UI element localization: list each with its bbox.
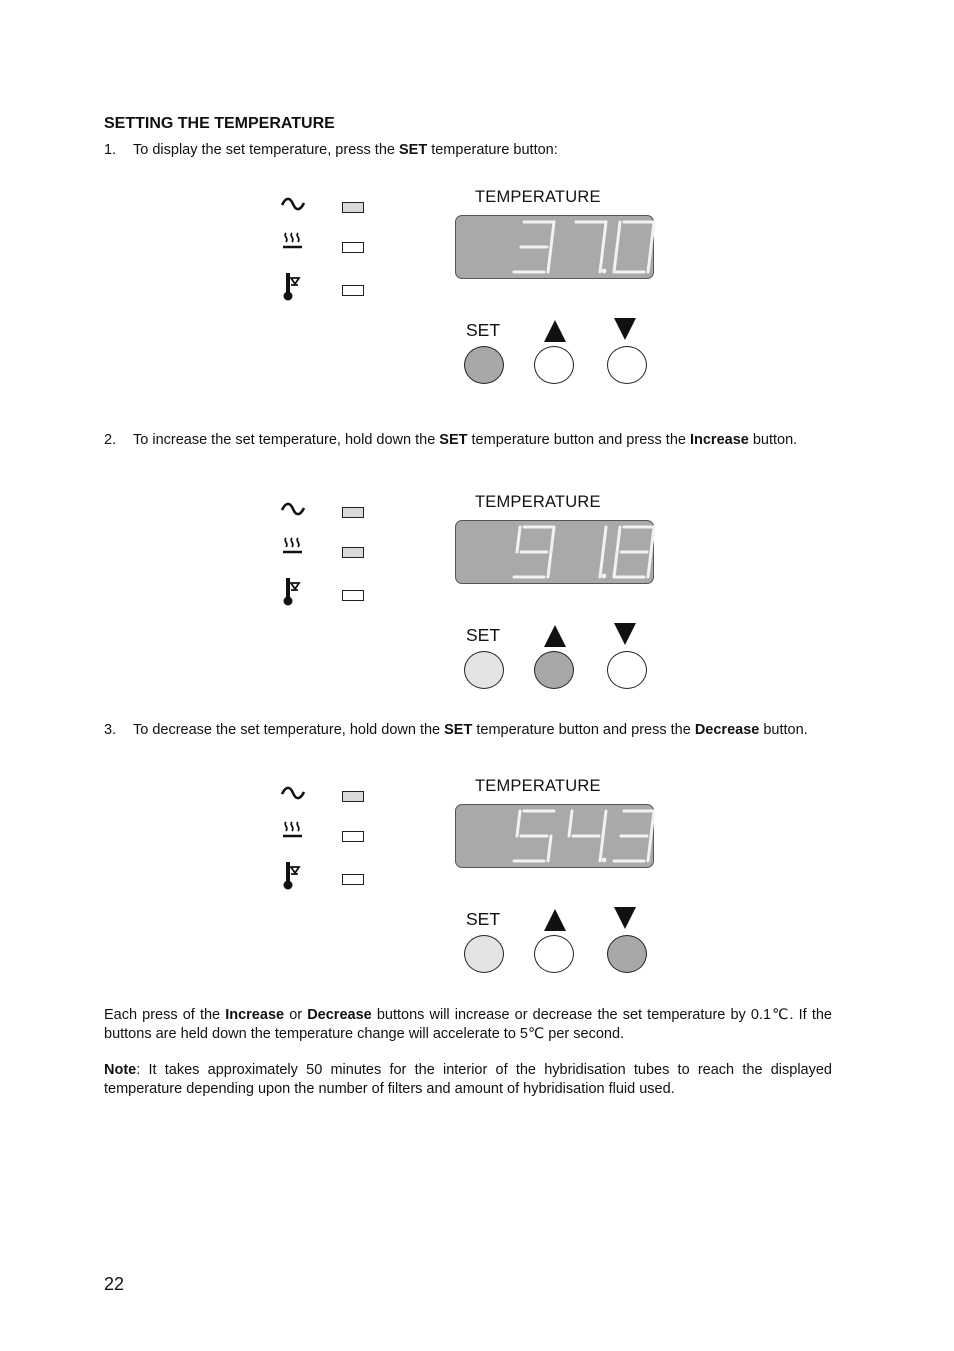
decrease-button[interactable] [607,935,647,973]
set-button[interactable] [464,346,504,384]
temperature-label: TEMPERATURE [475,188,601,206]
indicator-lamp [342,590,364,601]
heater-icon [280,229,306,255]
control-panel-1 [270,188,670,413]
note-label: Note [104,1062,137,1078]
decrease-triangle-icon [612,905,638,931]
set-label: SET [466,909,501,929]
seven-segment-readout [456,805,655,869]
step-text: To display the set temperature, press the SET temperature button: [133,142,558,158]
increase-triangle-icon [542,907,568,933]
step-1 [104,141,832,160]
display-digit [514,811,554,861]
decimal-point [602,574,607,579]
decrease-button[interactable] [607,346,647,384]
display-digit [614,527,654,577]
set-button[interactable] [464,935,504,973]
step-2 [104,431,832,450]
section-heading: SETTING THE TEMPERATURE [104,115,335,132]
set-label: SET [466,625,501,645]
indicator-lamp [342,285,364,296]
display-digit [569,811,606,861]
note-paragraph: Note: It takes approximately 50 minutes for the interior of the hybridisation tubes to reach the displayed temperature depending upon the number of filters and amount of hybridisation fluid used. [104,1062,832,1097]
indicator-lamp [342,874,364,885]
indicator-lamp [342,507,364,518]
temperature-label: TEMPERATURE [475,777,601,795]
increase-button[interactable] [534,651,574,689]
decrease-triangle-icon [612,316,638,342]
indicator-lamp [342,242,364,253]
power-wave-icon [280,780,306,806]
step-text: To decrease the set temperature, hold down the SET temperature button and press the Decrease button. [133,722,808,738]
increase-button[interactable] [534,346,574,384]
control-panel-3 [270,777,670,1002]
heater-icon [280,818,306,844]
increase-button[interactable] [534,935,574,973]
decrease-triangle-icon [612,621,638,647]
decrease-button[interactable] [607,651,647,689]
indicator-lamp [342,831,364,842]
decimal-point [602,858,607,863]
page-number: 22 [104,1274,125,1294]
display-digit [600,527,606,577]
indicator-lamp [342,791,364,802]
display-digit [614,811,654,861]
indicator-lamp [342,202,364,213]
paragraph-increments: Each press of the Increase or Decrease buttons will increase or decrease the set temperature by 0.1℃. If the buttons are held down the temperature change will accelerate to 5℃ per second. [104,1007,832,1042]
heater-icon [280,534,306,560]
display-digit [576,222,606,272]
display-digit [514,222,554,272]
thermometer-icon [280,577,306,603]
power-wave-icon [280,496,306,522]
display-digit [614,222,654,272]
step-number: 1. [104,142,117,158]
power-wave-icon [280,191,306,217]
decimal-point [602,269,607,274]
temperature-label: TEMPERATURE [475,493,601,511]
seven-segment-readout [456,216,655,280]
increase-triangle-icon [542,318,568,344]
step-3 [104,721,832,740]
indicator-lamp [342,547,364,558]
seven-segment-readout [456,521,655,585]
increase-triangle-icon [542,623,568,649]
thermometer-icon [280,272,306,298]
temperature-display [455,520,654,584]
set-button[interactable] [464,651,504,689]
temperature-display [455,215,654,279]
control-panel-2 [270,493,670,718]
temperature-display [455,804,654,868]
step-number: 3. [104,722,117,738]
set-label: SET [466,320,501,340]
thermometer-icon [280,861,306,887]
step-text: To increase the set temperature, hold down the SET temperature button and press the Increase button. [133,432,798,448]
step-number: 2. [104,432,117,448]
display-digit [514,527,554,577]
